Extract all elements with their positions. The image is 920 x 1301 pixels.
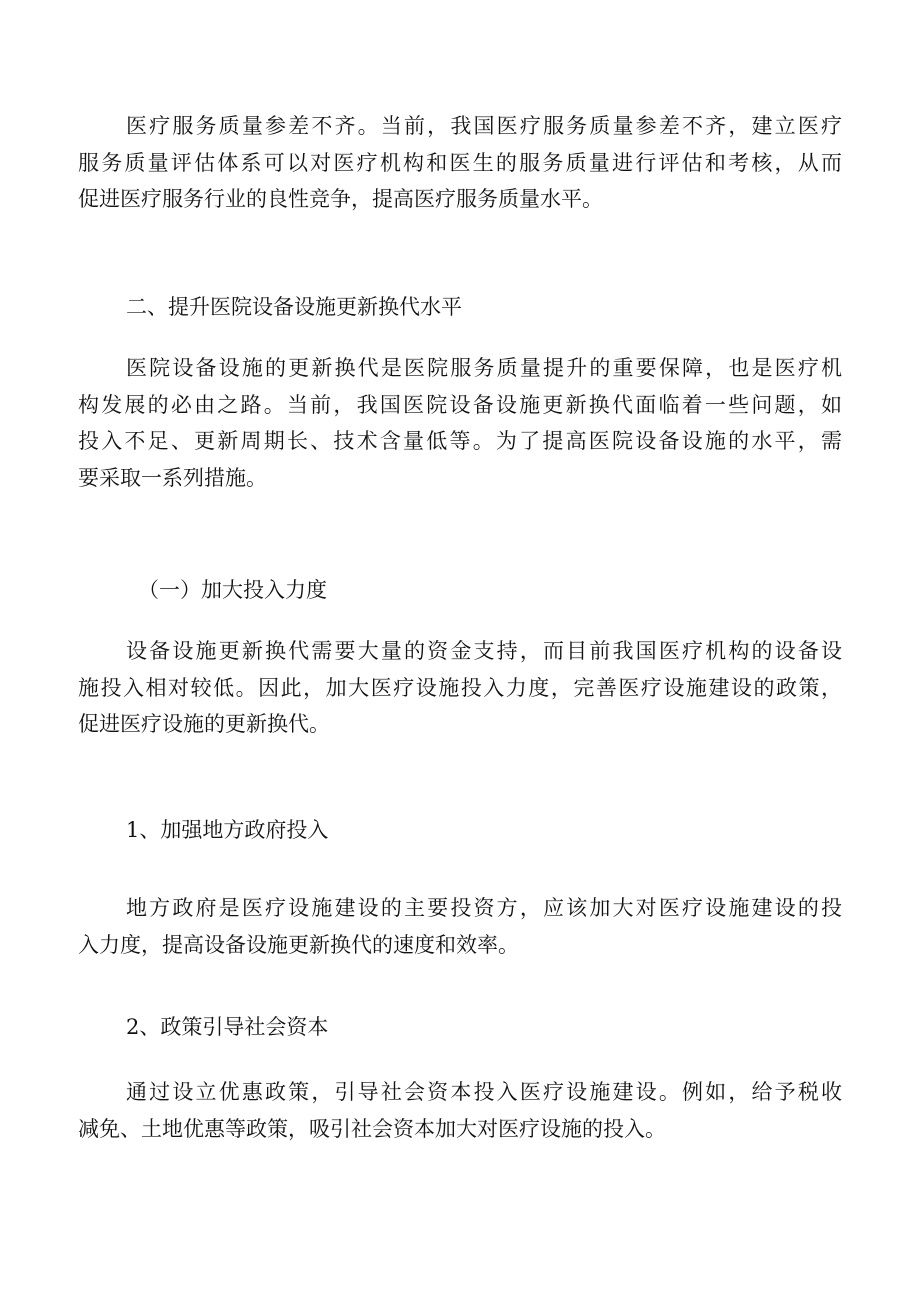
heading-text: 1、加强地方政府投入 xyxy=(126,818,329,842)
section-heading xyxy=(78,289,842,326)
text-line: 促进医疗设施的更新换代。 xyxy=(78,712,330,736)
text-line: 要采取一系列措施。 xyxy=(78,465,267,490)
text-line: 施投入相对较低。因此，加大医疗设施投入力度，完善医疗设施建设的政策， xyxy=(78,675,842,700)
heading-text: 2、政策引导社会资本 xyxy=(126,1015,329,1039)
heading-text: （一）加大投入力度 xyxy=(138,578,327,602)
text-line: 医疗服务质量参差不齐。当前，我国医疗服务质量参差不齐，建立医疗 xyxy=(126,114,842,138)
text-line: 减免、土地优惠等政策，吸引社会资本加大对医疗设施的投入。 xyxy=(78,1116,666,1141)
paragraph-local-government xyxy=(78,890,842,963)
text-line: 入力度，提高设备设施更新换代的速度和效率。 xyxy=(78,932,519,957)
item-heading-1 xyxy=(78,812,842,849)
text-line: 服务质量评估体系可以对医疗机构和医生的服务质量进行评估和考核，从而 xyxy=(78,150,842,175)
text-line: 地方政府是医疗设施建设的主要投资方，应该加大对医疗设施建设的投 xyxy=(126,896,842,920)
text-line: 投入不足、更新周期长、技术含量低等。为了提高医院设备设施的水平，需 xyxy=(78,429,842,453)
text-line: 设备设施更新换代需要大量的资金支持，而目前我国医疗机构的设备设 xyxy=(126,639,842,663)
text-line: 促进医疗服务行业的良性竞争，提高医疗服务质量水平。 xyxy=(78,187,603,211)
text-line: 构发展的必由之路。当前，我国医院设备设施更新换代面临着一些问题，如 xyxy=(78,392,842,417)
paragraph-increase-investment xyxy=(78,633,842,743)
paragraph-service-quality xyxy=(78,108,842,218)
subsection-heading xyxy=(78,572,842,609)
paragraph-equipment-upgrade xyxy=(78,350,842,496)
paragraph-social-capital xyxy=(78,1074,842,1147)
heading-text: 二、提升医院设备设施更新换代水平 xyxy=(126,295,462,319)
text-line: 通过设立优惠政策，引导社会资本投入医疗设施建设。例如，给予税收 xyxy=(126,1080,842,1104)
item-heading-2 xyxy=(78,1009,842,1046)
text-line: 医院设备设施的更新换代是医院服务质量提升的重要保障，也是医疗机 xyxy=(126,356,842,380)
